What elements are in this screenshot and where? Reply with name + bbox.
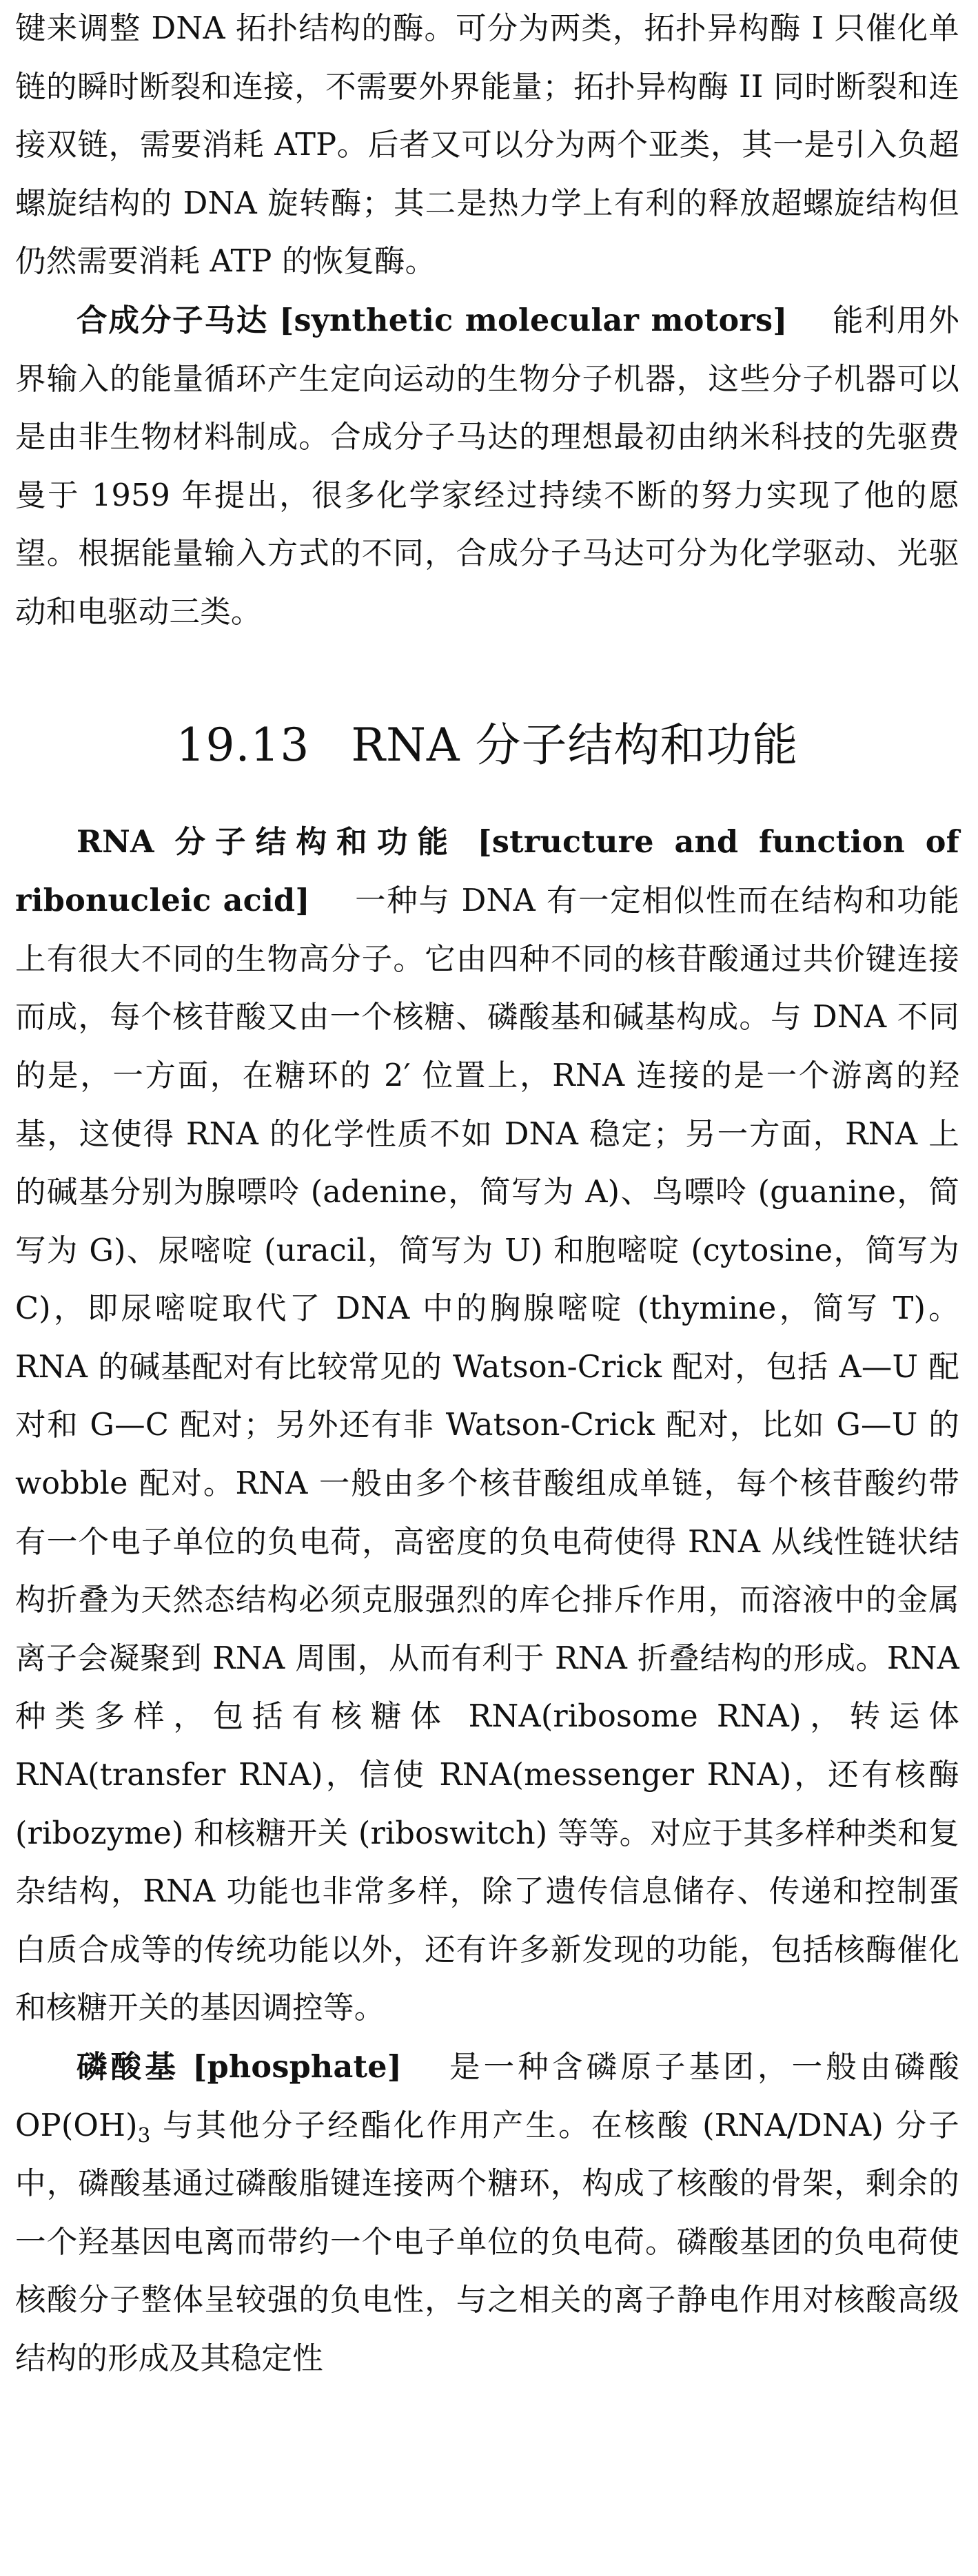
continuation-paragraph [15,0,959,291]
entry-body-part-1: 是一种含磷原子基团，一般由磷酸 [446,2050,959,2085]
entry-english-term: [synthetic molecular motors] [279,302,788,338]
entry-term: RNA 分子结构和功能 [77,823,458,860]
entry-rna-structure-function [15,813,959,2038]
entry-term: 合成分子马达 [77,302,269,338]
entry-phosphate [15,2038,959,2389]
entry-body: 一种与 DNA 有一定相似性而在结构和功能上有很大不同的生物高分子。它由四种不同的核苷酸通过共价键连接而成，每个核苷酸又由一个核糖、磷酸基和碱基构成。与 DNA 不同的是，一方面，在糖环的 2′ 位置上，RNA 连接的是一个游离的羟基，这使得 RNA 的化学性质不如 DNA 稳定；另一方面，RNA 上的碱基分别为腺嘌呤 (adenine，简写为 A)、鸟嘌呤 (guanine，简写为 G)、尿嘧啶 (uracil，简写为 U) 和胞嘧啶 (cytosine，简写为 C)，即尿嘧啶取代了 DNA 中的胸腺嘧啶 (thymine，简写 T)。RNA 的碱基配对有比较常见的 Watson-Crick 配对，包括 A—U 配对和 G—C 配对；另外还有非 Watson-Crick 配对，比如 G—U 的 wobble 配对。RNA 一般由多个核苷酸组成单链，每个核苷酸约带有一个电子单位的负电荷，高密度的负电荷使得 RNA 从线性链状结构折叠为天然态结构必须克服强烈的库仑排斥作用，而溶液中的金属离子会凝聚到 RNA 周围，从而有利于 RNA 折叠结构的形成。RNA 种类多样，包括有核糖体 RNA(ribosome RNA)，转运体 RNA(transfer RNA)，信使 RNA(messenger RNA)，还有核酶 (ribozyme) 和核糖开关 (riboswitch) 等等。对应于其多样种类和复杂结构，RNA 功能也非常多样，除了遗传信息储存、传递和控制蛋白质合成等的传统功能以外，还有许多新发现的功能，包括核酶催化和核糖开关的基因调控等。 [15,883,959,2026]
section-number: 19.13 [176,718,310,772]
entry-term: 磷酸基 [77,2049,179,2085]
section-heading [15,642,959,813]
continuation-text: 键来调整 DNA 拓扑结构的酶。可分为两类，拓扑异构酶 I 只催化单链的瞬时断裂和连接，不需要外界能量；拓扑异构酶 II 同时断裂和连接双链，需要消耗 ATP。后者又可以分为两个亚类，其一是引入负超螺旋结构的 DNA 旋转酶；其二是热力学上有利的释放超螺旋结构但仍然需要消耗 ATP 的恢复酶。 [15,11,959,280]
entry-english-term: [phosphate] [192,2049,402,2085]
entry-synthetic-molecular-motors [15,291,959,642]
formula-subscript: 3 [137,2123,151,2147]
entry-body: 能利用外界输入的能量循环产生定向运动的生物分子机器，这些分子机器可以是由非生物材料制成。合成分子马达的理想最初由纳米科技的先驱费曼于 1959 年提出，很多化学家经过持续不断的努力实现了他的愿望。根据能量输入方式的不同，合成分子马达可分为化学驱动、光驱动和电驱动三类。 [15,302,959,630]
book-page [15,0,959,2389]
section-title: RNA 分子结构和功能 [351,718,799,772]
chemical-formula [15,2108,151,2147]
entry-english-term: [structure and function of ribonucleic acid] [15,823,959,919]
formula-main: OP(OH) [15,2108,138,2143]
entry-body-part-2: 与其他分子经酯化作用产生。在核酸 (RNA/DNA) 分子中，磷酸基通过磷酸脂键连接两个糖环，构成了核酸的骨架，剩余的一个羟基因电离而带约一个电子单位的负电荷。磷酸基团的负电荷使核酸分子整体呈较强的负电性，与之相关的离子静电作用对核酸高级结构的形成及其稳定性 [15,2108,959,2376]
